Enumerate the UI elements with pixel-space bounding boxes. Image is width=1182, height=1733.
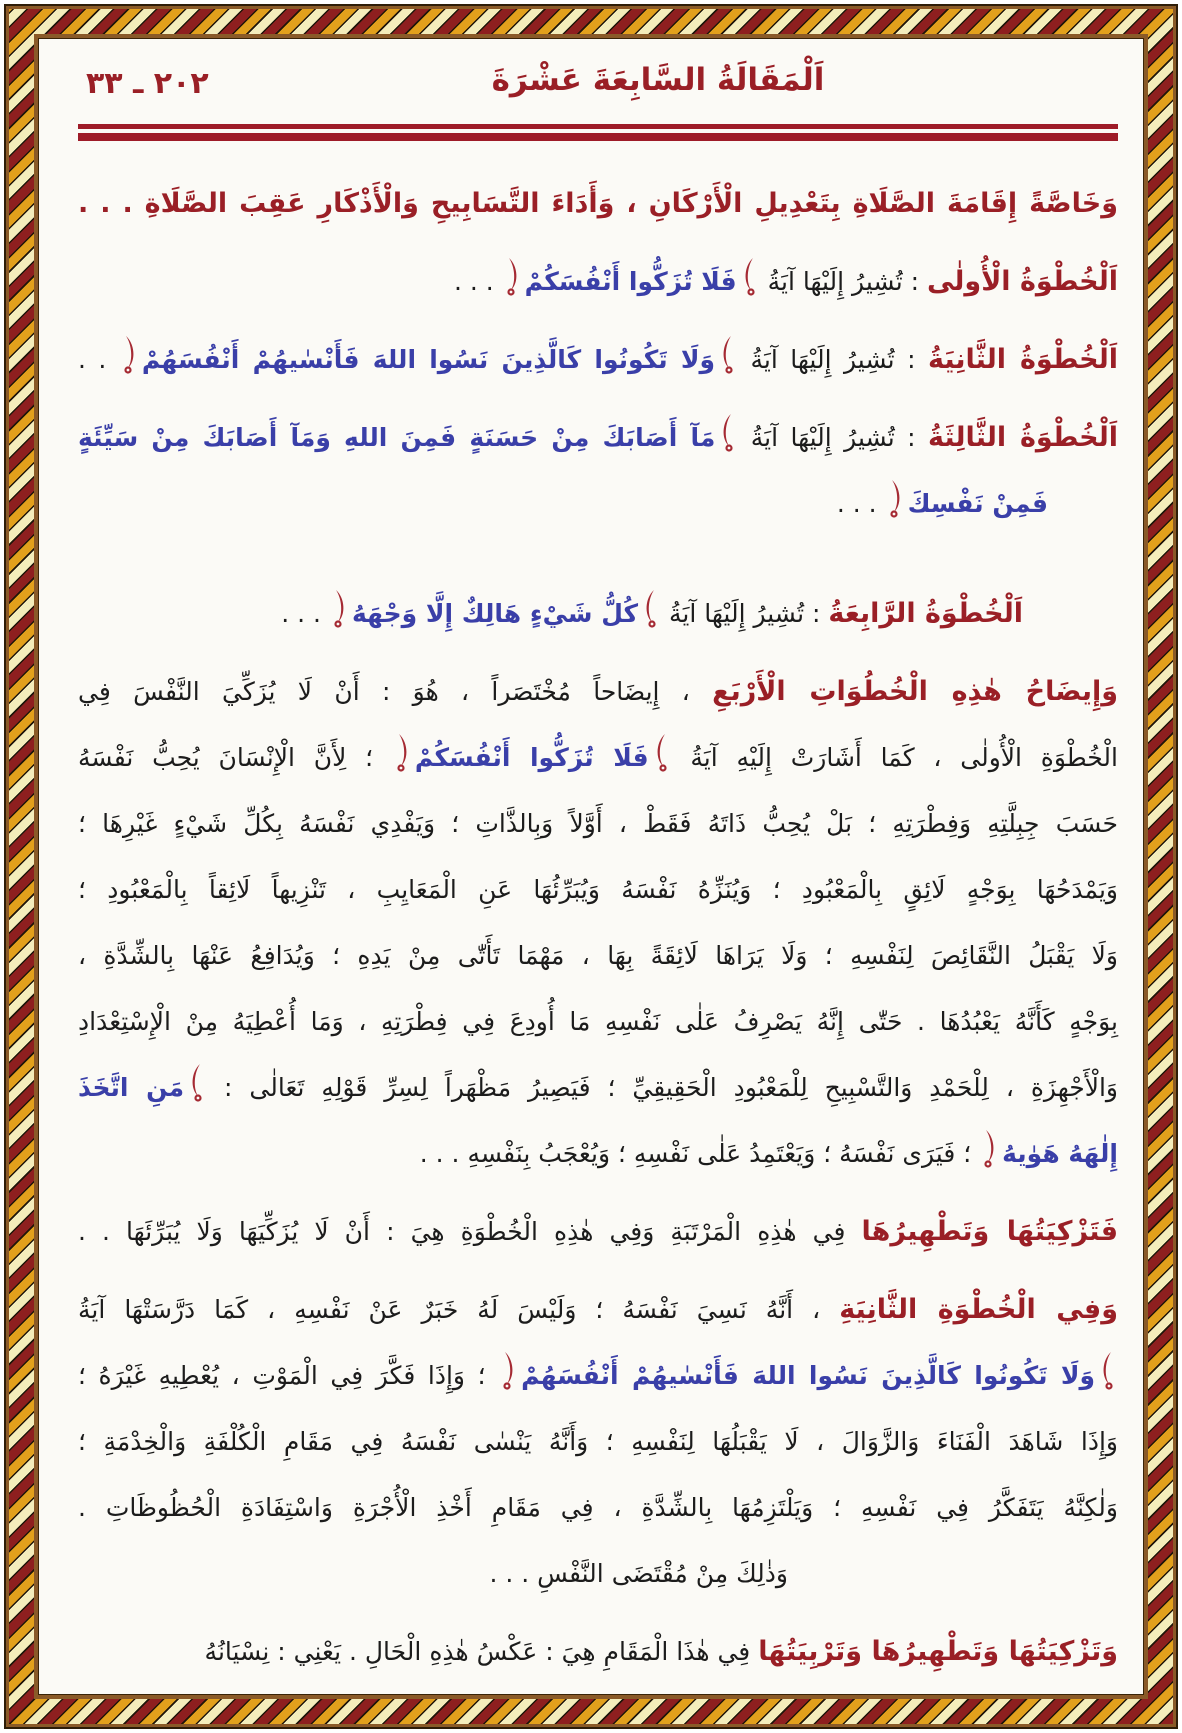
header-rule bbox=[78, 124, 1118, 141]
text-segment-blue: فَلَا تُزَكُّوا أَنْفُسَكُمْ bbox=[524, 267, 737, 296]
chain-pattern-border bbox=[9, 9, 1173, 1724]
text-line-10 bbox=[78, 857, 1118, 923]
text-segment-black: . . . bbox=[281, 599, 329, 628]
text-line-1 bbox=[78, 171, 1118, 237]
text-segment-blue: مَآ أَصَابَكَ مِنْ حَسَنَةٍ فَمِنَ اللهِ وَمَآ أَصَابَكَ مِنْ سَيِّئَةٍ bbox=[78, 423, 716, 452]
quran-close-bracket-icon bbox=[888, 479, 905, 519]
text-line-9 bbox=[78, 791, 1118, 857]
text-line-18 bbox=[78, 1409, 1118, 1475]
body-text bbox=[78, 171, 1118, 1685]
text-line-7 bbox=[78, 659, 1118, 725]
text-line-19 bbox=[78, 1475, 1118, 1541]
text-segment-black: وَذٰلِكَ مِنْ مُقْتَضَى النَّفْسِ . . . bbox=[489, 1559, 788, 1588]
text-segment-black: وَيَمْدَحُهَا بِوَجْهٍ لَائِقٍ بِالْمَعْبُودِ ؛ وَيُنَزِّهُ نَفْسَهُ وَيُبَرِّئُهَا عَنِ الْمَعَايِبِ ، تَنْزِيهاً لَائِقاً بِالْمَعْبُودِ ؛ bbox=[78, 875, 1118, 904]
text-segment-red: اَلْخُطْوَةُ الْأُولٰى bbox=[926, 266, 1118, 297]
quran-open-bracket-icon bbox=[652, 733, 669, 773]
text-segment-blue: فَمِنْ نَفْسِكَ bbox=[907, 489, 1048, 518]
text-segment-black: وَلَا يَقْبَلُ النَّقَائِصَ لِنَفْسِهِ ؛ وَلَا يَرَاهَا لَائِقَةً بِهَا ، مَهْمَا تَأَتّٰى مِنْ يَدِهِ ؛ وَيُدَافِعُ عَنْهَا بِالشِّدَّةِ ، bbox=[78, 941, 1118, 970]
text-segment-red: اَلْخُطْوَةُ الثَّالِثَةُ bbox=[928, 422, 1118, 453]
text-line-14 bbox=[78, 1121, 1118, 1187]
text-line-20 bbox=[78, 1541, 1118, 1607]
text-segment-black: وَلٰكِنَّهُ يَتَفَكَّرُ فِي نَفْسِهِ ؛ وَيَلْتَزِمُهَا بِالشِّدَّةِ ، فِي مَقَامِ أَخْذِ الْأُجْرَةِ وَاسْتِفَادَةِ الْحُظُوظَاتِ . bbox=[78, 1493, 1118, 1522]
text-segment-black: وَإِذَا شَاهَدَ الْفَنَاءَ وَالزَّوَالَ ، لَا يَقْبَلُهَا لِنَفْسِهِ ؛ وَأَنَّهُ يَنْسٰى نَفْسَهُ فِي مَقَامِ الْكُلْفَةِ وَالْخِدْمَةِ ؛ bbox=[78, 1427, 1118, 1456]
text-segment-black: الْخُطْوَةِ الْأُولٰى ، كَمَا أَشَارَتْ إِلَيْهِ آيَةُ bbox=[671, 743, 1118, 772]
quran-open-bracket-icon bbox=[641, 589, 658, 629]
text-segment-black: ؛ وَإِذَا فَكَّرَ فِي الْمَوْتِ ، يُعْطِيهِ غَيْرَهُ ؛ bbox=[78, 1361, 499, 1390]
text-segment-blue: وَلَا تَكُونُوا كَالَّذِينَ نَسُوا اللهَ فَأَنْسٰيهُمْ أَنْفُسَهُمْ bbox=[521, 1361, 1095, 1390]
text-segment-black: وَالْأَجْهِزَةِ ، لِلْحَمْدِ وَالتَّسْبِيحِ لِلْمَعْبُودِ الْحَقِيقِيِّ ؛ فَيَصِيرُ مَظْهَراً لِسِرِّ قَوْلِهِ تَعَالٰى : bbox=[207, 1073, 1118, 1102]
page-title: اَلْمَقَالَةُ السَّابِعَةَ عَشْرَةَ bbox=[491, 62, 825, 98]
text-segment-black: فِي هٰذِهِ الْمَرْتَبَةِ وَفِي هٰذِهِ الْخُطْوَةِ هِيَ : أَنْ لَا يُزَكِّيَهَا وَلَا يُبَرِّئَهَا . . bbox=[78, 1217, 862, 1246]
text-line-4 bbox=[78, 405, 1118, 471]
decorative-border bbox=[4, 4, 1178, 1729]
text-line-12 bbox=[78, 989, 1118, 1055]
text-segment-black: ؛ فَيَرَى نَفْسَهُ ؛ وَيَعْتَمِدُ عَلٰى نَفْسِهِ ؛ وَيُعْجَبُ بِنَفْسِهِ . . . bbox=[419, 1139, 980, 1168]
page-area bbox=[34, 34, 1148, 1699]
text-line-16 bbox=[78, 1277, 1118, 1343]
text-segment-red: فَتَزْكِيَتُهَا وَتَطْهِيرُهَا bbox=[861, 1216, 1119, 1247]
text-segment-black: بِوَجْهٍ كَأَنَّهُ يَعْبُدُهَا . حَتّٰى إِنَّهُ يَصْرِفُ عَلٰى نَفْسِهِ مَا أُودِعَ فِي فِطْرَتِهِ ، وَمَا أُعْطِيَهُ مِنْ الْإِسْتِعْدَادِ bbox=[78, 1007, 1118, 1036]
text-segment-black: . . . bbox=[453, 267, 502, 296]
quran-open-bracket-icon bbox=[718, 413, 735, 453]
text-line-6 bbox=[78, 581, 1118, 647]
text-segment-black: حَسَبَ جِبِلَّتِهِ وَفِطْرَتِهِ ؛ بَلْ يُحِبُّ ذَاتَهُ فَقَطْ ، أَوَّلاً وَبِالذَّاتِ ؛ وَيَفْدِي نَفْسَهُ بِكُلِّ شَيْءٍ غَيْرِهَا ؛ bbox=[78, 809, 1118, 838]
text-segment-black: : تُشِيرُ إِلَيْهَا آيَةُ bbox=[759, 267, 927, 296]
text-line-5 bbox=[78, 471, 1118, 537]
quran-close-bracket-icon bbox=[501, 1351, 518, 1391]
page-number: ٢٠٢ ـ ٣٣ bbox=[86, 66, 209, 101]
text-line-2 bbox=[78, 249, 1118, 315]
quran-close-bracket-icon bbox=[395, 733, 412, 773]
text-segment-red: اَلْخُطْوَةُ الرَّابِعَةُ bbox=[828, 598, 1023, 629]
text-segment-blue: إِلٰهَهُ هَوٰيهُ bbox=[1002, 1139, 1118, 1168]
text-line-11 bbox=[78, 923, 1118, 989]
text-segment-black: : تُشِيرُ إِلَيْهَا آيَةُ bbox=[738, 345, 928, 374]
text-segment-red: وَخَاصَّةً إِقَامَةَ الصَّلَاةِ بِتَعْدِيلِ الْأَرْكَانِ ، وَأَدَاءَ التَّسَابِيحِ وَالْأَذْكَارِ عَقِبَ الصَّلَاةِ . . . bbox=[78, 188, 1118, 219]
text-line-21 bbox=[78, 1619, 1118, 1685]
text-segment-red: وَتَزْكِيَتُهَا وَتَطْهِيرُهَا وَتَرْبِيَتُهَا bbox=[758, 1636, 1118, 1667]
text-segment-blue: وَلَا تَكُونُوا كَالَّذِينَ نَسُوا اللهَ فَأَنْسٰيهُمْ أَنْفُسَهُمْ bbox=[141, 345, 716, 374]
quran-open-bracket-icon bbox=[718, 335, 735, 375]
text-segment-black: . . bbox=[78, 345, 119, 374]
text-segment-blue: مَنِ اتَّخَذَ bbox=[78, 1073, 185, 1102]
text-line-15 bbox=[78, 1199, 1118, 1265]
text-segment-black: ، أَنَّهُ نَسِيَ نَفْسَهُ ؛ وَلَيْسَ لَهُ خَبَرٌ عَنْ نَفْسِهِ ، كَمَا دَرَّسَتْهَا آيَةُ bbox=[78, 1295, 840, 1324]
text-segment-black: . . . bbox=[836, 489, 885, 518]
text-segment-black: : تُشِيرُ إِلَيْهَا آيَةُ bbox=[661, 599, 829, 628]
quran-open-bracket-icon bbox=[187, 1063, 204, 1103]
page-header bbox=[78, 52, 1118, 116]
text-segment-blue: فَلَا تُزَكُّوا أَنْفُسَكُمْ bbox=[414, 743, 649, 772]
text-segment-blue: كُلُّ شَيْءٍ هَالِكٌ إِلَّا وَجْهَهُ bbox=[351, 599, 639, 628]
quran-close-bracket-icon bbox=[332, 589, 349, 629]
quran-close-bracket-icon bbox=[982, 1129, 999, 1169]
text-segment-red: وَإِيضَاحُ هٰذِهِ الْخُطُوَاتِ الْأَرْبَعِ bbox=[712, 676, 1118, 707]
quran-close-bracket-icon bbox=[505, 257, 522, 297]
quran-open-bracket-icon bbox=[1098, 1351, 1115, 1391]
text-segment-red: وَفِي الْخُطْوَةِ الثَّانِيَةِ bbox=[839, 1294, 1118, 1325]
quran-open-bracket-icon bbox=[740, 257, 757, 297]
text-line-13 bbox=[78, 1055, 1118, 1121]
text-line-8 bbox=[78, 725, 1118, 791]
text-segment-red: اَلْخُطْوَةُ الثَّانِيَةُ bbox=[927, 344, 1118, 375]
text-line-3 bbox=[78, 327, 1118, 393]
quran-close-bracket-icon bbox=[122, 335, 139, 375]
text-line-17 bbox=[78, 1343, 1118, 1409]
text-segment-black: : تُشِيرُ إِلَيْهَا آيَةُ bbox=[738, 423, 929, 452]
text-segment-black: ؛ لِأَنَّ الْإِنْسَانَ يُحِبُّ نَفْسَهُ bbox=[78, 743, 392, 772]
text-segment-black: فِي هٰذَا الْمَقَامِ هِيَ : عَكْسُ هٰذِهِ الْحَالِ . يَعْنِي : نِسْيَانُهُ bbox=[204, 1637, 759, 1666]
text-segment-black: ، إِيضَاحاً مُخْتَصَراً ، هُوَ : أَنْ لَا يُزَكِّيَ النَّفْسَ فِي bbox=[78, 677, 713, 706]
